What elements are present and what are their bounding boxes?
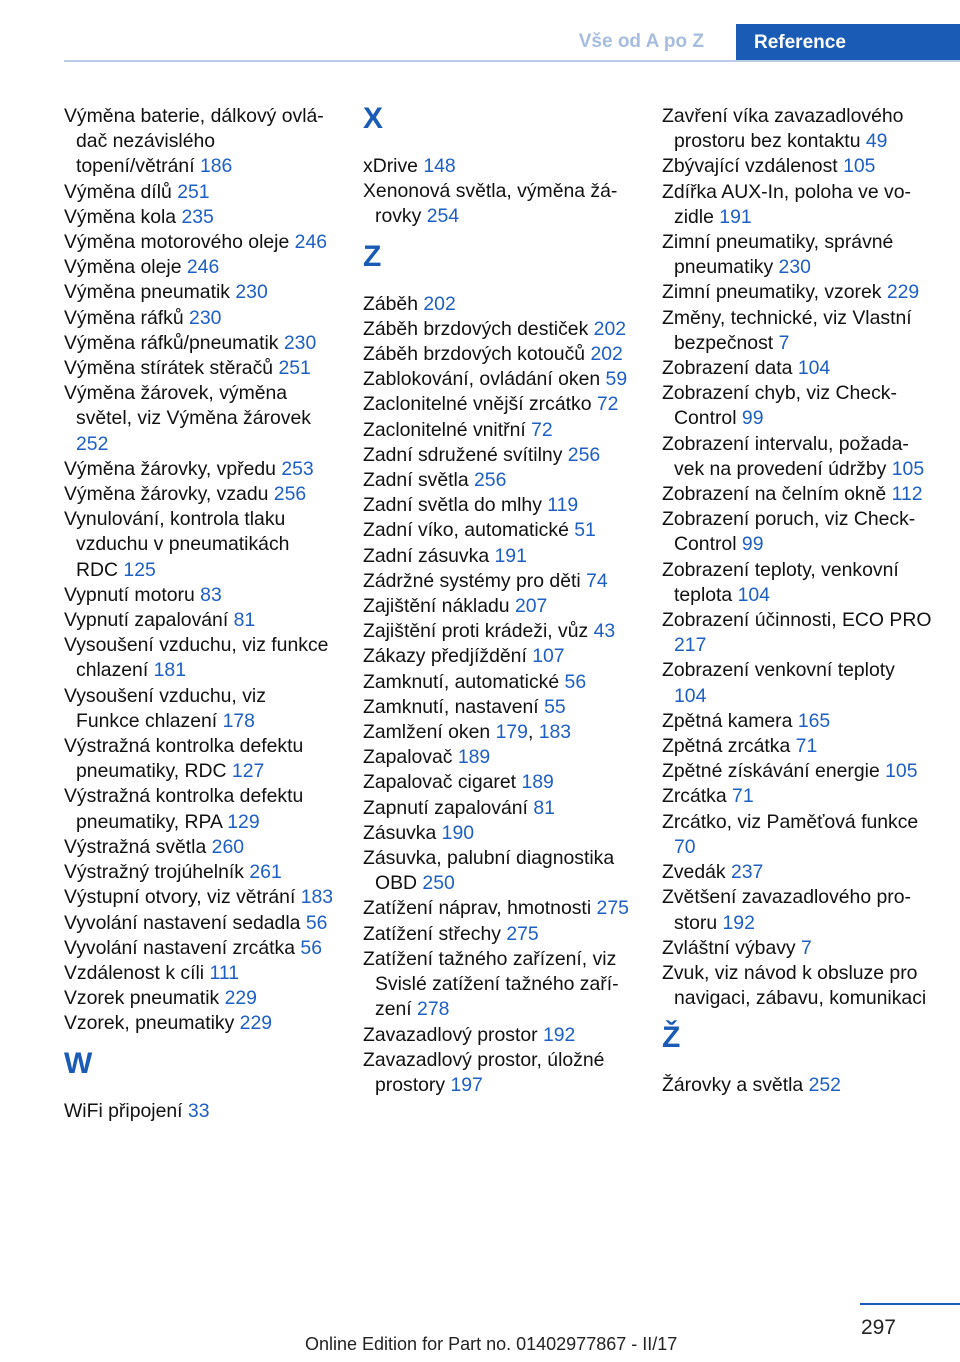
- page-reference-link[interactable]: 7: [778, 331, 790, 354]
- page-reference-link[interactable]: 104: [737, 583, 770, 606]
- index-entry: [64, 1099, 334, 1124]
- page-reference-link[interactable]: 230: [189, 306, 222, 329]
- page-reference-link[interactable]: 230: [778, 256, 811, 279]
- index-entry-text: Zajištění nákladu: [363, 595, 515, 618]
- index-column-1: [64, 104, 334, 1124]
- page-reference-link[interactable]: 71: [732, 785, 754, 808]
- index-entry-text: Zablokování, ovládání oken: [363, 368, 606, 391]
- index-entry-text: Zavazadlový prostor: [363, 1023, 543, 1046]
- page-reference-link[interactable]: 192: [542, 1023, 576, 1046]
- index-entry-text: Výstražná kontrolka defektu pneumatiky, RDC: [64, 735, 304, 783]
- page-reference-link[interactable]: 197: [450, 1073, 483, 1096]
- page-reference-link[interactable]: 229: [224, 987, 257, 1010]
- index-entry-text: Xenonová světla, výměna žárovky: [363, 180, 618, 228]
- page-reference-link[interactable]: 178: [222, 709, 255, 732]
- page-number: 297: [860, 1316, 896, 1339]
- index-entry-text: Výměna baterie, dálkový ovládač nezávislého topení/větrání: [64, 105, 324, 178]
- index-entry-text: Zajištění proti krádeži, vůz: [363, 620, 594, 643]
- page-reference-link[interactable]: 183: [538, 721, 572, 744]
- page-reference-link[interactable]: 165: [797, 709, 831, 732]
- index-entry: [64, 583, 334, 608]
- index-entry: [363, 317, 633, 342]
- index-entry-text: Zobrazení teploty, venkovní teplota: [662, 558, 899, 606]
- page-reference-link[interactable]: 105: [891, 457, 925, 480]
- index-entry: [363, 569, 633, 594]
- index-entry: [363, 745, 633, 770]
- page-reference-link[interactable]: 251: [278, 357, 311, 380]
- index-entry: [662, 709, 932, 734]
- index-entry-text: Zobrazení venkovní teploty: [662, 659, 895, 682]
- page-reference-link[interactable]: 275: [506, 922, 539, 945]
- page-reference-link[interactable]: 56: [305, 911, 328, 934]
- index-entry: [662, 1073, 932, 1098]
- index-entry: [662, 432, 932, 482]
- page-reference-link[interactable]: 256: [273, 483, 307, 506]
- index-entry-text: Zamlžení oken: [363, 721, 496, 744]
- index-entry-text: Zrcátko, viz Paměťová funkce: [662, 810, 919, 833]
- index-entry-text: Výstražná světla: [64, 835, 212, 858]
- index-entry-text: Záběh: [363, 292, 424, 315]
- index-entry: [64, 936, 334, 961]
- page-reference-link[interactable]: 125: [123, 558, 156, 581]
- index-entry: [363, 367, 633, 392]
- page-reference-link[interactable]: 81: [233, 609, 256, 632]
- index-entry: [363, 292, 633, 317]
- index-entry-text: Žárovky a světla: [662, 1074, 809, 1097]
- page-reference-link[interactable]: 261: [249, 861, 282, 884]
- index-entry-text: Zamknutí, automatické: [363, 670, 565, 693]
- index-entry-text: Zapnutí zapalování: [363, 796, 534, 819]
- index-entry: [363, 1048, 633, 1098]
- index-entry: [64, 860, 334, 885]
- index-entry: [662, 154, 932, 179]
- page-reference-link[interactable]: 104: [797, 357, 831, 380]
- index-entry-text: Zdířka AUX-In, poloha ve vozidle: [662, 180, 911, 228]
- index-entry-text: Vysoušení vzduchu, viz Funkce chlazení: [64, 684, 266, 732]
- page-reference-link[interactable]: 254: [426, 205, 460, 228]
- index-entry: [363, 342, 633, 367]
- index-entry-text: Zákazy předjíždění: [363, 645, 533, 668]
- index-entry: [363, 644, 633, 669]
- index-entry: [363, 796, 633, 821]
- page-reference-link[interactable]: 191: [494, 544, 527, 567]
- page-reference-link[interactable]: 74: [586, 569, 608, 592]
- page-reference-link[interactable]: 246: [186, 256, 220, 279]
- index-entry-text: Výměna pneumatik: [64, 281, 236, 304]
- page-reference-link[interactable]: 129: [227, 810, 260, 833]
- index-entry-text: Výměna žárovek, výměna světel, viz Výměna žárovek: [64, 382, 311, 430]
- index-letter-heading: X: [363, 102, 384, 135]
- index-entry-text: Vzdálenost k cíli: [64, 961, 210, 984]
- index-entry-text: Zobrazení intervalu, požadavek na provedení údržby: [662, 432, 909, 480]
- index-entry: [662, 104, 932, 154]
- page-reference-link[interactable]: 253: [281, 457, 314, 480]
- index-entry: [64, 835, 334, 860]
- index-entry-text: Zaclonitelné vnější zrcátko: [363, 393, 597, 416]
- index-entry: [363, 922, 633, 947]
- index-entry: [363, 720, 633, 745]
- index-entry-text: Změny, technické, viz Vlastní bezpečnost: [662, 306, 912, 354]
- index-column-3: [662, 104, 932, 1099]
- index-entry: [64, 633, 334, 683]
- index-entry-text: Zpětná kamera: [662, 709, 798, 732]
- index-entry: [64, 482, 334, 507]
- chapter-tab[interactable]: Reference: [736, 24, 960, 62]
- page-reference-link[interactable]: 33: [187, 1099, 210, 1122]
- page-reference-link[interactable]: 202: [593, 317, 627, 340]
- index-entry: [662, 936, 932, 961]
- page-reference-link[interactable]: 105: [843, 155, 876, 178]
- page-reference-link[interactable]: 246: [294, 231, 328, 254]
- page-reference-link[interactable]: 278: [417, 998, 450, 1021]
- page-reference-link[interactable]: 49: [865, 130, 888, 153]
- index-entry-text: Zobrazení chyb, viz Check-Control: [662, 382, 897, 430]
- index-entry: [662, 306, 932, 356]
- index-entry: [64, 180, 334, 205]
- index-entry: [64, 1011, 334, 1036]
- index-letter-heading: W: [64, 1046, 93, 1080]
- page-reference-link[interactable]: 237: [730, 861, 764, 884]
- index-entry: [64, 306, 334, 331]
- footer-rule: [860, 1303, 960, 1305]
- index-entry-text: Zobrazení poruch, viz Check-Control: [662, 508, 916, 556]
- index-entry: [662, 961, 932, 1011]
- index-entry-text: Výměna kola: [64, 205, 182, 228]
- edition-note: Online Edition for Part no. 01402977867 - II/17: [305, 1334, 678, 1354]
- page-reference-link[interactable]: 119: [547, 494, 579, 517]
- index-entry: [64, 230, 334, 255]
- index-entry-text: Zimní pneumatiky, správné pneumatiky: [662, 231, 894, 279]
- index-entry-text: Zvětšení zavazadlového prostoru: [662, 886, 911, 934]
- index-entry-text: Vysoušení vzduchu, viz funkce chlazení: [64, 634, 329, 682]
- page-reference-link[interactable]: 217: [674, 634, 707, 657]
- index-entry-text: WiFi připojení: [64, 1099, 188, 1122]
- index-entry: [363, 392, 633, 417]
- index-entry: [64, 381, 334, 457]
- index-entry: [363, 896, 633, 921]
- page-reference-link[interactable]: 71: [795, 735, 818, 758]
- index-entry-text: Zpětné získávání energie: [662, 760, 886, 783]
- index-entry: [64, 684, 334, 734]
- index-entry-text: Zádržné systémy pro děti: [363, 569, 587, 592]
- index-entry-text: Zpětná zrcátka: [662, 735, 796, 758]
- index-entry: [662, 885, 932, 935]
- index-entry: [64, 280, 334, 305]
- page-reference-link[interactable]: 72: [531, 418, 553, 441]
- index-entry-text: Výměna oleje: [64, 256, 187, 279]
- index-entry: [662, 482, 932, 507]
- index-entry: [662, 230, 932, 280]
- page-reference-link[interactable]: 104: [674, 684, 707, 707]
- page-reference-link[interactable]: 7: [801, 936, 812, 959]
- index-entry: [662, 180, 932, 230]
- index-entry-text: Zvuk, viz návod k obsluze pro navigaci, zábavu, komunikaci: [662, 961, 927, 1010]
- page-reference-link[interactable]: 252: [808, 1074, 841, 1097]
- page-reference-link[interactable]: 202: [423, 292, 456, 315]
- index-entry: [64, 885, 334, 910]
- index-entry: [363, 443, 633, 468]
- page-reference-link[interactable]: 179: [495, 721, 528, 744]
- index-entry: [363, 154, 633, 179]
- index-entry: [64, 784, 334, 834]
- index-entry: [662, 810, 932, 860]
- index-entry-text: Zvláštní výbavy: [662, 936, 802, 959]
- index-entry: [662, 759, 932, 784]
- index-entry: [363, 418, 633, 443]
- index-entry-text: Výměna ráfků/pneumatik: [64, 331, 284, 354]
- page-reference-link[interactable]: 202: [590, 343, 623, 366]
- index-entry: [64, 205, 334, 230]
- page-reference-link[interactable]: 107: [532, 645, 565, 668]
- index-entry-text: Zadní zásuvka: [363, 544, 495, 567]
- page-reference-link[interactable]: 229: [886, 281, 920, 304]
- index-entry-text: Zimní pneumatiky, vzorek: [662, 281, 887, 304]
- index-entry-text: Zobrazení účinnosti, ECO PRO: [662, 609, 932, 632]
- index-entry-text: Vyvolání nastavení zrcátka: [64, 936, 301, 959]
- page-reference-link[interactable]: 111: [209, 961, 239, 984]
- index-entry: [64, 457, 334, 482]
- index-entry: [64, 986, 334, 1011]
- index-entry-text: Vypnutí zapalování: [64, 609, 234, 632]
- page-reference-link[interactable]: 186: [199, 155, 233, 178]
- page-reference-link[interactable]: 112: [891, 483, 923, 506]
- index-entry: [363, 619, 633, 644]
- index-entry: [662, 558, 932, 608]
- index-entry-text: Výměna žárovky, vzadu: [64, 483, 274, 506]
- index-entry: [363, 594, 633, 619]
- index-entry: [662, 280, 932, 305]
- index-letter-heading: Z: [363, 239, 382, 273]
- index-entry-text: Zásuvka, palubní diagnostika OBD: [363, 847, 615, 895]
- index-entry-text: Vyvolání nastavení sedadla: [64, 911, 306, 934]
- index-entry: [363, 518, 633, 543]
- page-reference-link[interactable]: 105: [885, 760, 918, 783]
- index-entry: [662, 784, 932, 809]
- index-entry: [363, 179, 633, 229]
- index-entry-text: Zásuvka: [363, 821, 442, 844]
- page-reference-link[interactable]: 192: [722, 911, 755, 934]
- index-entry-text: Zrcátka: [662, 785, 733, 808]
- index-entry: [363, 670, 633, 695]
- page-reference-link[interactable]: 72: [596, 393, 619, 416]
- index-entry-text: Zvedák: [662, 861, 731, 884]
- index-entry-text: Zatížení střechy: [363, 922, 507, 945]
- page-reference-link[interactable]: 56: [300, 936, 322, 959]
- index-entry-text: Výměna ráfků: [64, 306, 190, 329]
- index-entry-text: Výstražná kontrolka defektu pneumatiky, RPA: [64, 785, 304, 833]
- index-entry-text: Vynulování, kontrola tlaku vzduchu v pneumatikách RDC: [64, 508, 290, 581]
- index-entry: [64, 255, 334, 280]
- index-entry: [363, 846, 633, 896]
- header-rule: [64, 60, 960, 62]
- page-reference-link[interactable]: 275: [596, 897, 629, 920]
- index-entry: [64, 911, 334, 936]
- index-entry-text: Výstupní otvory, viz větrání: [64, 886, 301, 909]
- index-entry: [363, 770, 633, 795]
- page-reference-link[interactable]: 70: [674, 835, 696, 858]
- index-entry: [64, 331, 334, 356]
- index-entry-text: Vzorek, pneumatiky: [64, 1012, 240, 1035]
- index-entry: [662, 658, 932, 708]
- page-reference-link[interactable]: 230: [283, 331, 317, 354]
- index-entry-text: Záběh brzdových destiček: [363, 317, 594, 340]
- index-entry: [662, 356, 932, 381]
- index-entry-text: Zavření víka zavazadlového prostoru bez kontaktu: [662, 105, 904, 153]
- page-reference-link[interactable]: 99: [741, 407, 764, 430]
- index-entry-text: Zadní světla: [363, 469, 475, 492]
- page-reference-link[interactable]: 256: [567, 443, 601, 466]
- index-entry-text: Zadní víko, automatické: [363, 519, 575, 542]
- index-entry-text: Vypnutí motoru: [64, 583, 201, 606]
- index-entry: [363, 821, 633, 846]
- index-entry: [363, 493, 633, 518]
- index-entry-text: Zapalovač cigaret: [363, 771, 522, 794]
- section-tab[interactable]: Vše od A po Z: [578, 31, 704, 52]
- page-reference-link[interactable]: 260: [211, 835, 245, 858]
- page-reference-link[interactable]: 148: [423, 155, 456, 177]
- index-column-2: [363, 104, 633, 1098]
- index-entry-text: Výměna dílů: [64, 180, 178, 203]
- index-entry-text: Zbývající vzdálenost: [662, 155, 844, 178]
- page-reference-link[interactable]: 81: [533, 796, 555, 819]
- index-entry-text: Zobrazení na čelním okně: [662, 483, 892, 506]
- index-entry: [363, 695, 633, 720]
- index-entry-text: Zadní světla do mlhy: [363, 494, 548, 517]
- index-entry-text: Záběh brzdových kotoučů: [363, 343, 591, 366]
- index-entry: [662, 381, 932, 431]
- header-bar: [64, 24, 960, 62]
- index-entry-text: Vzorek pneumatik: [64, 987, 225, 1010]
- index-entry-text: Zatížení tažného zařízení, viz Svislé zatížení tažného zařízení: [363, 947, 619, 1021]
- index-entry-text: xDrive: [363, 155, 424, 177]
- page-reference-separator: ,: [527, 721, 539, 744]
- index-entry-text: Zamknutí, nastavení: [363, 695, 545, 718]
- page-reference-link[interactable]: 235: [181, 205, 214, 228]
- index-entry: [363, 468, 633, 493]
- index-entry: [64, 507, 334, 583]
- page-reference-link[interactable]: 251: [177, 180, 210, 203]
- index-entry-text: Zadní sdružené svítilny: [363, 443, 568, 466]
- page-reference-link[interactable]: 183: [300, 886, 334, 909]
- page-reference-link[interactable]: 190: [441, 821, 475, 844]
- page-reference-link[interactable]: 250: [422, 872, 455, 895]
- page-reference-link[interactable]: 56: [564, 670, 587, 693]
- index-entry: [64, 734, 334, 784]
- page-reference-link[interactable]: 181: [153, 659, 186, 682]
- page-reference-link[interactable]: 55: [544, 695, 566, 718]
- index-entry-text: Zaclonitelné vnitřní: [363, 418, 532, 441]
- page-reference-link[interactable]: 256: [474, 469, 507, 492]
- page-reference-link[interactable]: 230: [235, 281, 268, 304]
- index-entry-text: Zavazadlový prostor, úložné prostory: [363, 1048, 605, 1096]
- index-entry: [64, 104, 334, 180]
- index-entry: [662, 608, 932, 658]
- page-reference-link[interactable]: 43: [593, 620, 616, 643]
- index-entry-text: Zapalovač: [363, 746, 458, 769]
- index-entry: [363, 1023, 633, 1048]
- index-entry-text: Zobrazení data: [662, 357, 798, 380]
- index-entry: [363, 947, 633, 1023]
- page-reference-link[interactable]: 83: [200, 583, 222, 606]
- page-reference-link[interactable]: 229: [239, 1012, 273, 1035]
- index-entry: [64, 356, 334, 381]
- page-reference-link[interactable]: 207: [514, 595, 548, 618]
- page-reference-link[interactable]: 252: [76, 432, 109, 455]
- page-reference-link[interactable]: 189: [457, 746, 491, 769]
- page-reference-link[interactable]: 99: [741, 533, 764, 556]
- index-entry: [662, 860, 932, 885]
- index-entry: [662, 734, 932, 759]
- index-entry-text: Výměna motorového oleje: [64, 231, 295, 254]
- index-entry: [662, 507, 932, 557]
- page-reference-link[interactable]: 59: [605, 368, 628, 391]
- page-reference-link[interactable]: 127: [231, 760, 265, 783]
- index-entry: [363, 544, 633, 569]
- index-entry-text: Zatížení náprav, hmotnosti: [363, 897, 597, 920]
- index-entry: [64, 608, 334, 633]
- index-entry-text: Výměna stírátek stěračů: [64, 357, 279, 380]
- index-entry-text: Výměna žárovky, vpředu: [64, 457, 282, 480]
- index-entry: [64, 961, 334, 986]
- page-reference-link[interactable]: 191: [719, 205, 752, 228]
- page-reference-link[interactable]: 51: [574, 519, 596, 542]
- index-letter-heading: Ž: [662, 1021, 681, 1055]
- page-reference-link[interactable]: 189: [521, 771, 554, 794]
- index-entry-text: Výstražný trojúhelník: [64, 861, 250, 884]
